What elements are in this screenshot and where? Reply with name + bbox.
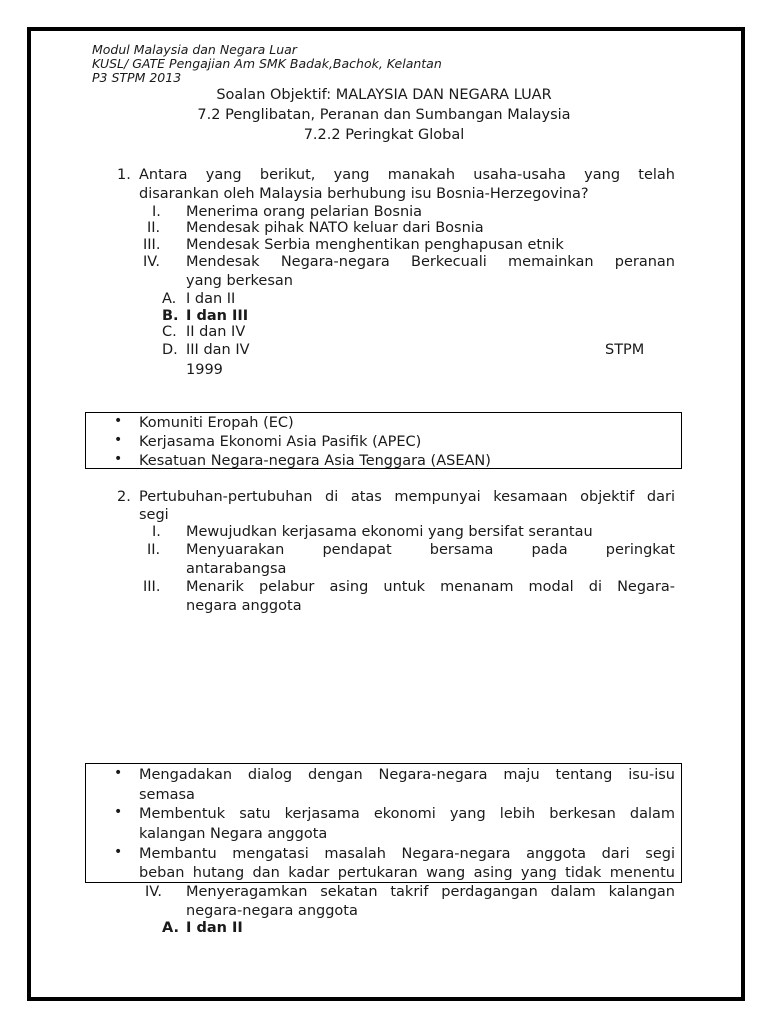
box2-item: Membantu mengatasi masalah Negara-negara anggota dari segi bbox=[139, 846, 675, 862]
q2-stem-line1: Pertubuhan-pertubuhan di atas mempunyai kesamaan objektif dari bbox=[139, 489, 675, 505]
q1-option-letter: D. bbox=[162, 342, 178, 358]
q2-statement-num: I. bbox=[152, 524, 161, 540]
q1-statement-num: II. bbox=[147, 220, 161, 236]
box2-item-cont: semasa bbox=[139, 787, 195, 803]
q3-statement-text: Menyeragamkan sekatan takrif perdagangan dalam kalangan bbox=[186, 884, 675, 900]
bullet-icon: • bbox=[114, 844, 123, 860]
q2-number: 2. bbox=[117, 489, 131, 505]
q1-option-text-answer: I dan III bbox=[186, 308, 249, 324]
header-school: KUSL/ GATE Pengajian Am SMK Badak,Bachok, Kelantan bbox=[92, 56, 442, 71]
q1-number: 1. bbox=[117, 167, 131, 183]
q2-statement-text-cont: negara anggota bbox=[186, 598, 302, 614]
q1-statement-num: IV. bbox=[143, 254, 160, 270]
q2-statement-num: III. bbox=[143, 579, 161, 595]
q1-option-letter: A. bbox=[162, 291, 177, 307]
q1-statement-text-cont: yang berkesan bbox=[186, 273, 293, 289]
q3-statement-num: IV. bbox=[145, 884, 162, 900]
q2-statement-text-cont: antarabangsa bbox=[186, 561, 287, 577]
bullet-icon: • bbox=[114, 432, 123, 448]
q1-statement-text: Mendesak Serbia menghentikan penghapusan etnik bbox=[186, 237, 564, 253]
q1-source: STPM bbox=[605, 342, 645, 358]
box1-item: Kesatuan Negara-negara Asia Tenggara (ASEAN) bbox=[139, 453, 491, 469]
q1-statement-text: Menerima orang pelarian Bosnia bbox=[186, 204, 423, 220]
box2-item: Mengadakan dialog dengan Negara-negara maju tentang isu-isu bbox=[139, 767, 675, 783]
section-title: 7.2.2 Peringkat Global bbox=[303, 127, 465, 143]
header-module: Modul Malaysia dan Negara Luar bbox=[92, 42, 297, 57]
q1-year: 1999 bbox=[186, 362, 223, 378]
q2-statement-text: Mewujudkan kerjasama ekonomi yang bersifat serantau bbox=[186, 524, 593, 540]
q1-option-text: I dan II bbox=[186, 291, 236, 307]
bullet-icon: • bbox=[114, 765, 123, 781]
q1-option-text: III dan IV bbox=[186, 342, 250, 358]
q1-option-text: II dan IV bbox=[186, 324, 246, 340]
box1-item: Komuniti Eropah (EC) bbox=[139, 415, 294, 431]
q1-statement-num: III. bbox=[143, 237, 161, 253]
q1-statement-num: I. bbox=[152, 204, 161, 220]
box1-item: Kerjasama Ekonomi Asia Pasifik (APEC) bbox=[139, 434, 422, 450]
q1-stem-line2: disarankan oleh Malaysia berhubung isu Bosnia-Herzegovina? bbox=[139, 186, 589, 202]
q1-option-letter: C. bbox=[162, 324, 177, 340]
bullet-icon: • bbox=[114, 804, 123, 820]
q2-statement-text: Menyuarakan pendapat bersama pada peringkat bbox=[186, 542, 675, 558]
bullet-icon: • bbox=[114, 413, 123, 429]
q2-statement-text: Menarik pelabur asing untuk menanam modal di Negara- bbox=[186, 579, 675, 595]
box2-item: Membentuk satu kerjasama ekonomi yang lebih berkesan dalam bbox=[139, 806, 675, 822]
q1-statement-text: Mendesak Negara-negara Berkecuali memainkan peranan bbox=[186, 254, 675, 270]
header-paper: P3 STPM 2013 bbox=[92, 70, 182, 85]
bullet-icon: • bbox=[114, 451, 123, 467]
q3-statement-text-cont: negara-negara anggota bbox=[186, 903, 358, 919]
q1-stem-line1: Antara yang berikut, yang manakah usaha-usaha yang telah bbox=[139, 167, 675, 183]
q2-stem-line2: segi bbox=[139, 507, 169, 523]
q1-option-letter-answer: B. bbox=[162, 308, 179, 324]
q3-option-text: I dan II bbox=[186, 920, 243, 936]
subtitle: 7.2 Penglibatan, Peranan dan Sumbangan Malaysia bbox=[197, 107, 571, 123]
q2-statement-num: II. bbox=[147, 542, 161, 558]
box2-item-cont: kalangan Negara anggota bbox=[139, 826, 328, 842]
box2-item-cont: beban hutang dan kadar pertukaran wang asing yang tidak menentu bbox=[139, 865, 675, 881]
q1-statement-text: Mendesak pihak NATO keluar dari Bosnia bbox=[186, 220, 484, 236]
page-title: Soalan Objektif: MALAYSIA DAN NEGARA LUAR bbox=[216, 87, 552, 103]
q3-option-letter: A. bbox=[162, 920, 179, 936]
